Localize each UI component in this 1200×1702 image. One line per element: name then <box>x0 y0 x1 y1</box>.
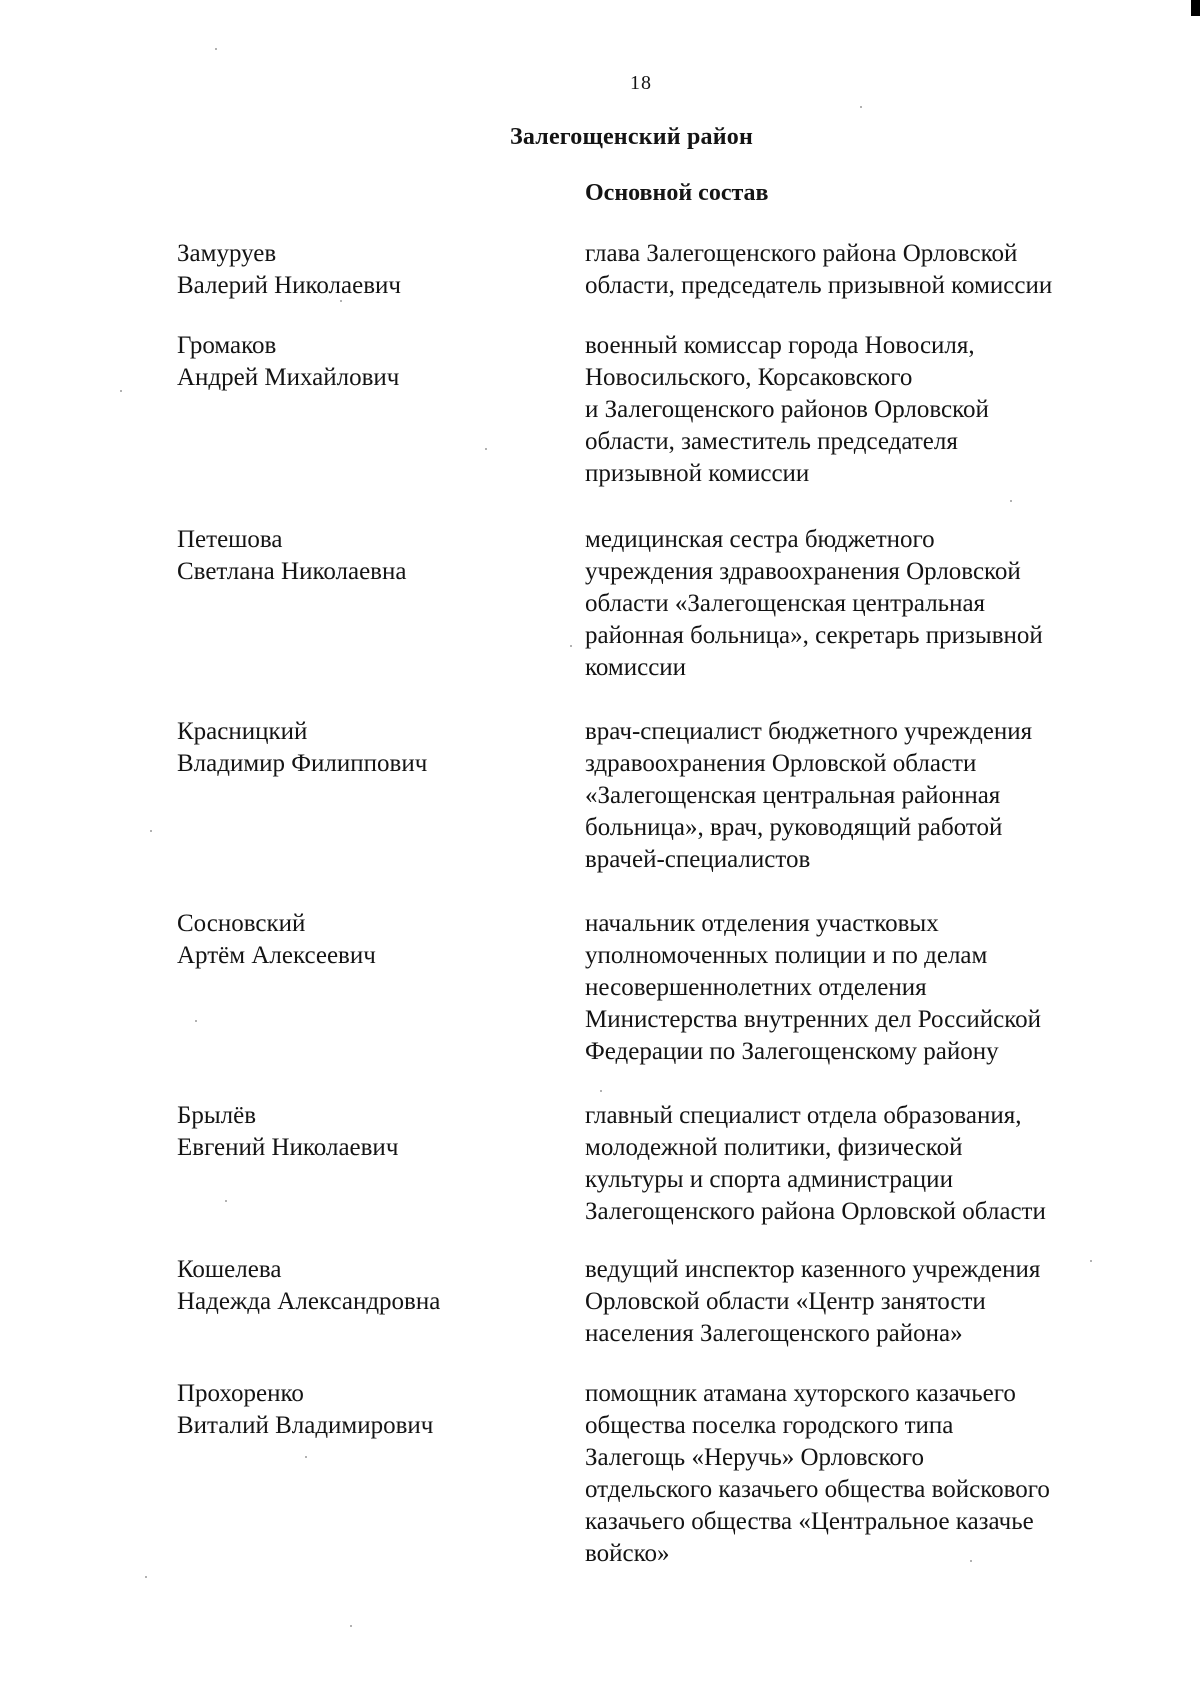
member-name <box>177 1378 537 1442</box>
role-line: казачьего общества «Центральное казачье <box>585 1508 1034 1535</box>
member-name <box>177 1254 537 1318</box>
role-line: ведущий инспектор казенного учреждения <box>585 1256 1041 1283</box>
role-line: Залегощенского района Орловской области <box>585 1198 1046 1225</box>
member-given-names: Евгений Николаевич <box>177 1134 399 1161</box>
scan-speck <box>120 390 122 392</box>
member-given-names: Артём Алексеевич <box>177 942 376 969</box>
scan-speck <box>305 1456 307 1458</box>
role-line: призывной комиссии <box>585 460 810 487</box>
member-given-names: Владимир Филиппович <box>177 750 428 777</box>
role-line: уполномоченных полиции и по делам <box>585 942 988 969</box>
scan-speck <box>340 300 342 302</box>
member-surname: Красницкий <box>177 718 308 745</box>
role-line: комиссии <box>585 654 687 681</box>
page-number: 18 <box>630 72 652 94</box>
member-surname: Кошелева <box>177 1256 282 1283</box>
role-line: населения Залегощенского района» <box>585 1320 963 1347</box>
role-line: общества поселка городского типа <box>585 1412 954 1439</box>
member-given-names: Валерий Николаевич <box>177 272 401 299</box>
scan-speck <box>350 1625 352 1627</box>
role-line: несовершеннолетних отделения <box>585 974 927 1001</box>
role-line: врачей-специалистов <box>585 846 811 873</box>
role-line: медицинская сестра бюджетного <box>585 526 935 553</box>
member-surname: Брылёв <box>177 1102 257 1129</box>
role-line: главный специалист отдела образования, <box>585 1102 1022 1129</box>
composition-title: Основной состав <box>585 180 769 206</box>
member-surname: Сосновский <box>177 910 306 937</box>
scan-speck <box>570 645 572 647</box>
role-line: начальник отделения участковых <box>585 910 939 937</box>
scan-speck <box>225 1200 227 1202</box>
district-title: Залегощенский район <box>510 124 753 150</box>
member-given-names: Надежда Александровна <box>177 1288 441 1315</box>
role-line: области, заместитель председателя <box>585 428 958 455</box>
role-line: культуры и спорта администрации <box>585 1166 953 1193</box>
role-line: здравоохранения Орловской области <box>585 750 977 777</box>
scan-speck <box>485 448 487 450</box>
scan-speck <box>860 106 862 108</box>
role-line: учреждения здравоохранения Орловской <box>585 558 1021 585</box>
member-surname: Петешова <box>177 526 283 553</box>
member-role <box>585 1254 1145 1350</box>
role-line: Залегощь «Неручь» Орловского <box>585 1444 924 1471</box>
scan-speck <box>1010 500 1012 502</box>
member-surname: Замуруев <box>177 240 277 267</box>
member-name <box>177 908 537 972</box>
member-role <box>585 1100 1145 1228</box>
role-line: войско» <box>585 1540 670 1567</box>
role-line: помощник атамана хуторского казачьего <box>585 1380 1016 1407</box>
role-line: больница», врач, руководящий работой <box>585 814 1003 841</box>
member-given-names: Виталий Владимирович <box>177 1412 434 1439</box>
scan-speck <box>195 1020 197 1022</box>
member-role <box>585 238 1145 302</box>
member-name <box>177 716 537 780</box>
role-line: отдельского казачьего общества войскового <box>585 1476 1050 1503</box>
role-line: области «Залегощенская центральная <box>585 590 986 617</box>
role-line: области, председатель призывной комиссии <box>585 272 1053 299</box>
member-surname: Громаков <box>177 332 277 359</box>
member-name <box>177 238 537 302</box>
scan-speck <box>215 48 217 50</box>
member-role <box>585 908 1145 1068</box>
member-surname: Прохоренко <box>177 1380 304 1407</box>
role-line: Орловской области «Центр занятости <box>585 1288 986 1315</box>
role-line: врач-специалист бюджетного учреждения <box>585 718 1033 745</box>
scan-speck <box>1090 1260 1092 1262</box>
role-line: и Залегощенского районов Орловской <box>585 396 989 423</box>
member-given-names: Светлана Николаевна <box>177 558 407 585</box>
member-role <box>585 1378 1145 1570</box>
role-line: Новосильского, Корсаковского <box>585 364 913 391</box>
member-role <box>585 716 1145 876</box>
scan-speck <box>150 830 152 832</box>
scan-speck <box>600 1090 602 1092</box>
member-role <box>585 330 1145 490</box>
scan-speck <box>145 1576 147 1578</box>
role-line: «Залегощенская центральная районная <box>585 782 1001 809</box>
role-line: Министерства внутренних дел Российской <box>585 1006 1041 1033</box>
role-line: Федерации по Залегощенскому району <box>585 1038 999 1065</box>
member-role <box>585 524 1145 684</box>
role-line: военный комиссар города Новосиля, <box>585 332 975 359</box>
role-line: глава Залегощенского района Орловской <box>585 240 1018 267</box>
member-name <box>177 330 537 394</box>
role-line: молодежной политики, физической <box>585 1134 963 1161</box>
member-name <box>177 1100 537 1164</box>
scan-corner-mark <box>1191 0 1200 16</box>
member-name <box>177 524 537 588</box>
role-line: районная больница», секретарь призывной <box>585 622 1043 649</box>
scan-speck <box>970 1560 972 1562</box>
member-given-names: Андрей Михайлович <box>177 364 400 391</box>
